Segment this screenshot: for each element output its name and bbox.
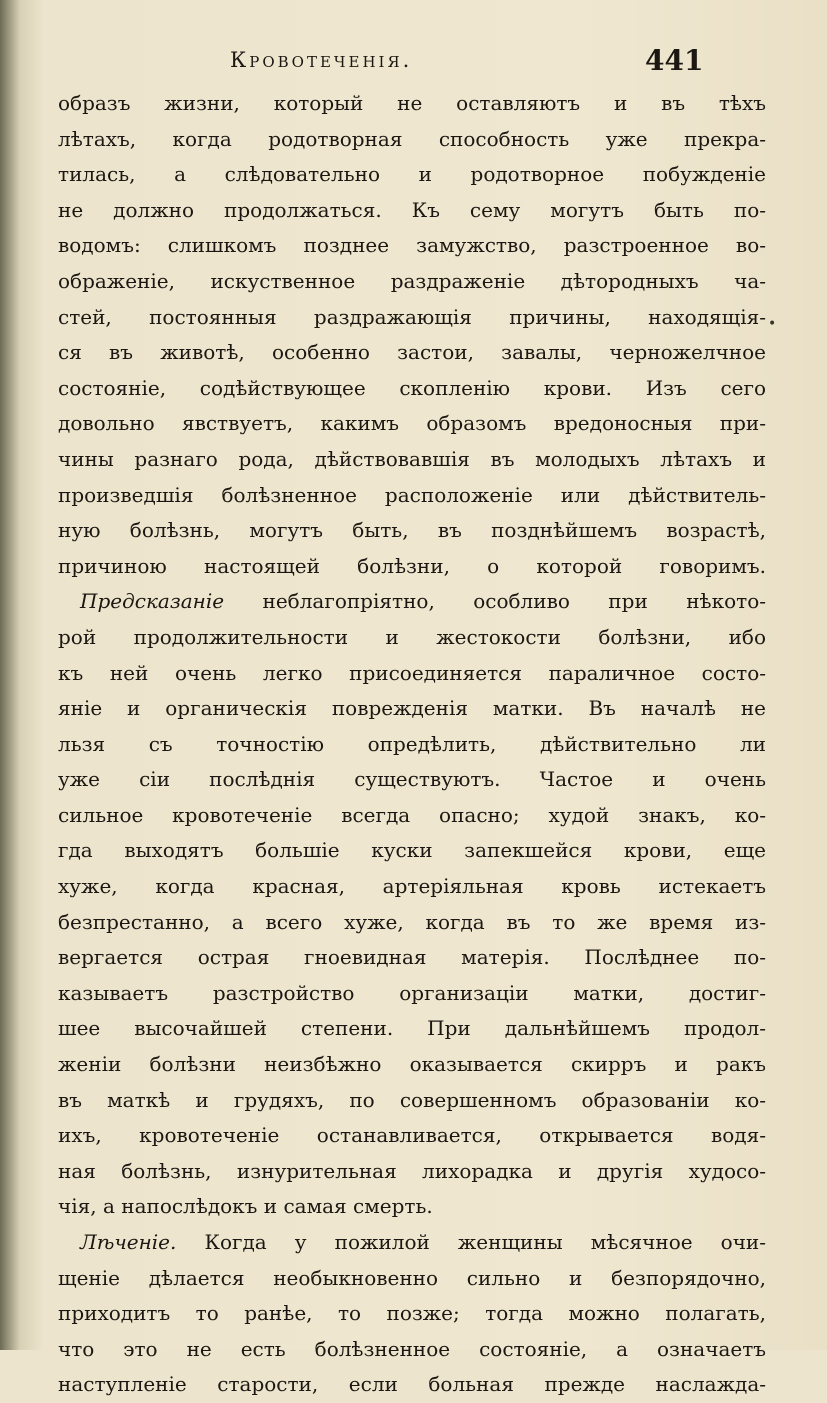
text-line: сильное кровотеченіе всегда опасно; худой знакъ, ко- (58, 802, 766, 827)
running-title: Кровотеченія. (230, 48, 413, 72)
page-header (0, 44, 827, 84)
text-line: вергается острая гноевидная матерія. Послѣднее по- (58, 945, 766, 970)
text-line: ная болѣзнь, изнурительная лихорадка и другія худосо- (58, 1158, 766, 1183)
text-line: льзя съ точностію опредѣлить, дѣйствительно ли (58, 731, 766, 756)
text-line: наступленіе старости, если больная прежде наслажда- (58, 1372, 766, 1397)
text-line: ображеніе, искуственное раздраженіе дѣтородныхъ ча- (58, 268, 766, 293)
text-line: шее высочайшей степени. При дальнѣйшемъ продол- (58, 1016, 766, 1041)
text-line: произведшія болѣзненное расположеніе или дѣйствитель- (58, 482, 766, 507)
text-line: чія, а напослѣдокъ и самая смерть. (58, 1194, 433, 1219)
text-line: состояніе, содѣйствующее скопленію крови. Изъ сего (58, 375, 766, 400)
text-line: ную болѣзнь, могутъ быть, въ позднѣйшемъ возрастѣ, (58, 518, 766, 543)
text-line: довольно явствуетъ, какимъ образомъ вредоносныя при- (58, 411, 766, 436)
text-run: неблагопріятно, особливо при нѣкото- (262, 589, 766, 614)
text-line: щеніе дѣлается необыкновенно сильно и безпорядочно, (58, 1265, 766, 1290)
text-line: ихъ, кровотеченіе останавливается, открывается водя- (58, 1123, 766, 1148)
paragraph-first-line (58, 584, 766, 620)
text-line: уже сіи послѣднія существуютъ. Частое и очень (58, 767, 766, 792)
text-line: что это не есть болѣзненное состояніе, а означаетъ (58, 1336, 766, 1361)
text-line: водомъ: слишкомъ позднее замужство, разстроенное во- (58, 233, 766, 258)
paragraph-heading: Лѣченіе. (80, 1230, 177, 1254)
paragraph-first-line (58, 1225, 766, 1261)
text-line: причиною настоящей болѣзни, о которой говоримъ. (58, 553, 766, 578)
text-line: яніе и органическія поврежденія матки. Въ началѣ не (58, 696, 766, 721)
text-line: женіи болѣзни неизбѣжно оказывается скирръ и ракъ (58, 1052, 766, 1077)
text-line: стей, постоянныя раздражающія причины, находящія- (58, 304, 766, 329)
paragraph-heading: Предсказаніе (80, 589, 225, 614)
text-line: безпрестанно, а всего хуже, когда въ то же время из- (58, 909, 766, 934)
page-number: 441 (645, 44, 704, 77)
text-line: тилась, а слѣдовательно и родотворное побужденіе (58, 162, 766, 187)
text-line: чины разнаго рода, дѣйствовавшія въ молодыхъ лѣтахъ и (58, 446, 766, 471)
margin-dot: • (768, 316, 777, 332)
text-line: приходитъ то ранѣе, то позже; тогда можно полагать, (58, 1301, 766, 1326)
text-line: образъ жизни, который не оставляютъ и въ тѣхъ (58, 91, 766, 115)
text-run: Когда у пожилой женщины мѣсячное очи- (204, 1230, 767, 1254)
text-line: не должно продолжаться. Къ сему могутъ быть по- (58, 197, 766, 222)
text-line: хуже, когда красная, артеріяльная кровь истекаетъ (58, 874, 766, 899)
text-line: казываетъ разстройство организаціи матки, достиг- (58, 980, 766, 1005)
body-text (58, 86, 766, 1403)
text-line: рой продолжительности и жестокости болѣзни, ибо (58, 624, 766, 649)
text-line: ся въ животѣ, особенно застои, завалы, черножелчное (58, 340, 766, 365)
text-line: въ маткѣ и грудяхъ, по совершенномъ образованіи ко- (58, 1087, 766, 1112)
text-line: лѣтахъ, когда родотворная способность уже прекра- (58, 126, 766, 151)
text-line: къ ней очень легко присоединяется параличное состо- (58, 660, 766, 685)
text-line: гда выходятъ большіе куски запекшейся крови, еще (58, 838, 766, 863)
